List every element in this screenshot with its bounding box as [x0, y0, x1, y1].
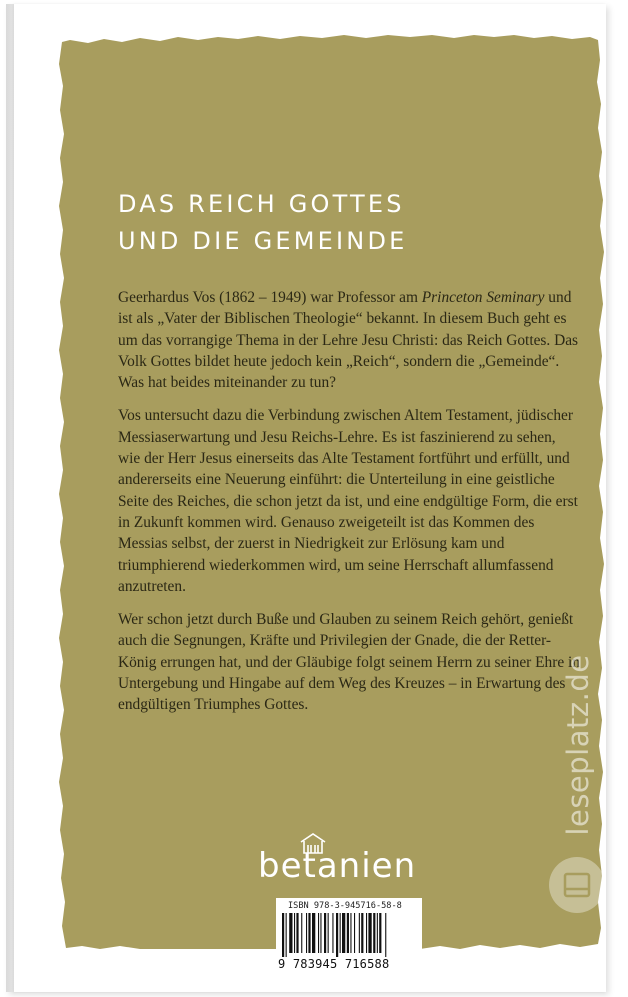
- barcode-bar: [368, 913, 371, 953]
- barcode-bar: [301, 913, 302, 953]
- book-title: [118, 186, 408, 260]
- barcode-icon: [282, 913, 418, 957]
- barcode-bar: [282, 913, 284, 957]
- barcode-bar: [361, 913, 363, 953]
- barcode-bar: [286, 913, 287, 957]
- barcode-bar: [328, 913, 329, 953]
- barcode-bar: [354, 913, 355, 953]
- barcode-bar: [342, 913, 345, 953]
- barcode-bar: [385, 913, 386, 957]
- barcode-bar: [347, 913, 349, 953]
- barcode-bar: [294, 913, 295, 953]
- barcode-bar: [379, 913, 381, 953]
- book-circle-icon: [549, 857, 605, 913]
- blurb-paragraph-1: [118, 287, 580, 393]
- publisher-name: betanien: [258, 846, 417, 886]
- barcode-digits: 9 783945 716588: [278, 957, 390, 971]
- barcode-bar: [373, 913, 375, 953]
- publisher-logo: [258, 832, 418, 892]
- barcode-bar: [306, 913, 307, 953]
- isbn-label: ISBN 978-3-945716-58-8: [288, 901, 402, 911]
- blurb-paragraph-1-italic: Princeton Seminary: [421, 289, 545, 306]
- blurb-paragraph-1-part-2: und ist als „Vater der Biblischen Theologie“ bekannt. In diesem Buch geht es um das vorrangige Thema in der Lehre Jesu Christi: das Reich Gottes. Das Volk Gottes bildet heute jedoch kein „Reich“, sondern die „Gemeinde“. Was hat beides miteinander zu tun?: [118, 289, 579, 392]
- barcode-bar: [324, 913, 326, 953]
- barcode-bar: [296, 913, 298, 953]
- barcode-bar: [366, 913, 367, 953]
- book-title-line-1: DAS REICH GOTTES: [118, 190, 405, 218]
- blurb-paragraph-3: Wer schon jetzt durch Buße und Glauben zu seinem Reich gehört, genießt auch die Segnungen, Kräfte und Privilegien der Gnade, die der Retter-König errungen hat, und der Gläubige folgt seinem Herrn zu seiner Ehre in Untergebung und Hingabe auf dem Weg des Kreuzes – in Erwartung des endgültigen Triumphes Gottes.: [118, 611, 580, 714]
- barcode-bar: [308, 913, 310, 953]
- barcode-bar: [377, 913, 378, 953]
- barcode-bar: [332, 913, 333, 953]
- watermark: [546, 585, 610, 925]
- blurb-text: [118, 287, 580, 728]
- barcode-bar: [359, 913, 360, 953]
- blurb-paragraph-2: Vos untersucht dazu die Verbindung zwischen Altem Testament, jüdischer Messiaserwartung und Jesu Reichs-Lehre. Es ist faszinierend zu sehen, wie der Herr Jesus einerseits das Alte Testament fortführt und erfüllt, und andererseits eine Neuerung einführt: die Unterteilung in eine geistliche Seite des Reiches, die schon jetzt da ist, und eine endgültige Form, die erst in Zukunft kommen wird. Genauso zweigeteilt ist das Kommen des Messias selbst, der zuerst in Niedrigkeit zur Erlösung kam und triumphierend wiederkommen wird, um seine Herrschaft allumfassend anzutreten.: [118, 407, 578, 595]
- isbn-barcode: [276, 898, 422, 978]
- barcode-bar: [318, 913, 319, 953]
- barcode-bar: [350, 913, 351, 953]
- barcode-bar: [289, 913, 292, 953]
- barcode-bar: [340, 913, 341, 953]
- barcode-bar: [336, 913, 338, 957]
- watermark-text: leseplatz.de: [561, 654, 595, 836]
- barcode-bar: [312, 913, 315, 953]
- book-title-line-2: UND DIE GEMEINDE: [118, 227, 408, 255]
- blurb-paragraph-1-part-1: Geerhardus Vos (1862 – 1949) war Professor am: [118, 289, 422, 306]
- barcode-bar: [320, 913, 321, 953]
